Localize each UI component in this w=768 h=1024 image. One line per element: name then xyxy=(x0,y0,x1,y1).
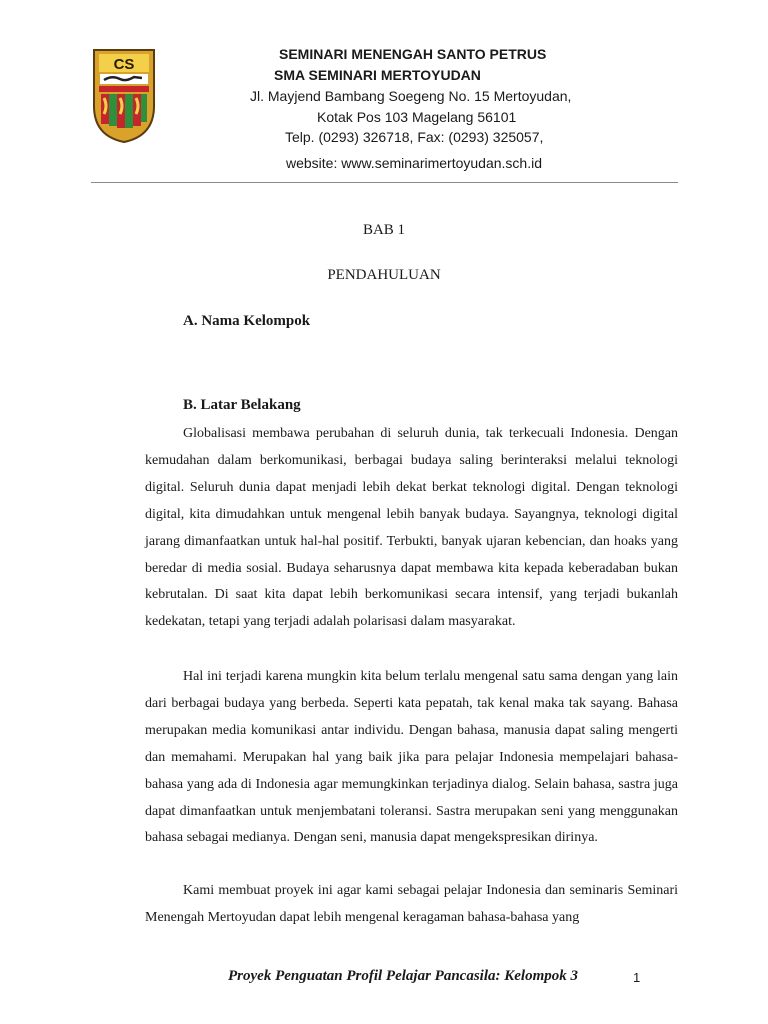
footer-text: Proyek Penguatan Profil Pelajar Pancasila: Kelompok 3 xyxy=(228,968,578,984)
section-b-heading: B. Latar Belakang xyxy=(183,397,301,413)
paragraph-2: Hal ini terjadi karena mungkin kita belum terlalu mengenal satu sama dengan yang lain dari berbagai budaya yang berbeda. Seperti kata pepatah, tak kenal maka tak sayang. Bahasa merupakan media komunikasi antar individu. Dengan bahasa, manusia dapat saling mengerti dan memahami. Merupakan hal yang baik jika para pelajar Indonesia mempelajari bahasa-bahasa yang ada di Indonesia agar memungkinkan terjadinya dialog. Selain bahasa, sastra juga dapat dimanfaatkan untuk menjembatani toleransi. Sastra merupakan seni yang menggunakan bahasa sebagai medianya. Dengan seni, manusia dapat mengekspresikan dirinya. xyxy=(145,669,678,846)
chapter-number: BAB 1 xyxy=(362,222,406,238)
address-line-2: Kotak Pos 103 Magelang 56101 xyxy=(317,109,517,125)
chapter-title: PENDAHULUAN xyxy=(327,267,441,283)
phone-line: Telp. (0293) 326718, Fax: (0293) 325057, xyxy=(285,129,544,145)
paragraph-1: Globalisasi membawa perubahan di seluruh dunia, tak terkecuali Indonesia. Dengan kemudahan dalam berkomunikasi, berbagai budaya saling berinteraksi melalui teknologi digital. Seluruh dunia dapat menjadi lebih dekat berkat teknologi digital. Dengan teknologi digital, kita dimudahkan untuk mengenal lebih banyak budaya. Sayangnya, teknologi digital jarang dimanfaatkan untuk hal-hal positif. Terbukti, banyak ujaran kebencian, dan hoaks yang beredar di media sosial. Budaya seharusnya dapat membawa kita kepada keberadaban bukan kebrutalan. Di saat kita dapat lebih berkomunikasi secara intensif, yang terjadi bukanlah kedekatan, tetapi yang terjadi adalah polarisasi dalam masyarakat. xyxy=(145,426,678,630)
address-line-1: Jl. Mayjend Bambang Soegeng No. 15 Mertoyudan, xyxy=(250,88,572,104)
paragraph-3: Kami membuat proyek ini agar kami sebagai pelajar Indonesia dan seminaris Seminari Menengah Mertoyudan dapat lebih mengenal keragaman bahasa-bahasa yang xyxy=(145,883,678,925)
school-subname: SMA SEMINARI MERTOYUDAN xyxy=(274,67,481,83)
school-crest-logo xyxy=(92,44,156,144)
school-name: SEMINARI MENENGAH SANTO PETRUS xyxy=(279,46,547,62)
letterhead xyxy=(0,0,768,190)
header-divider xyxy=(91,182,678,183)
website-line: website: www.seminarimertoyudan.sch.id xyxy=(286,155,542,171)
page-number: 1 xyxy=(633,970,641,985)
logo-cs-text: CS xyxy=(113,56,135,73)
section-a-heading: A. Nama Kelompok xyxy=(183,313,311,329)
